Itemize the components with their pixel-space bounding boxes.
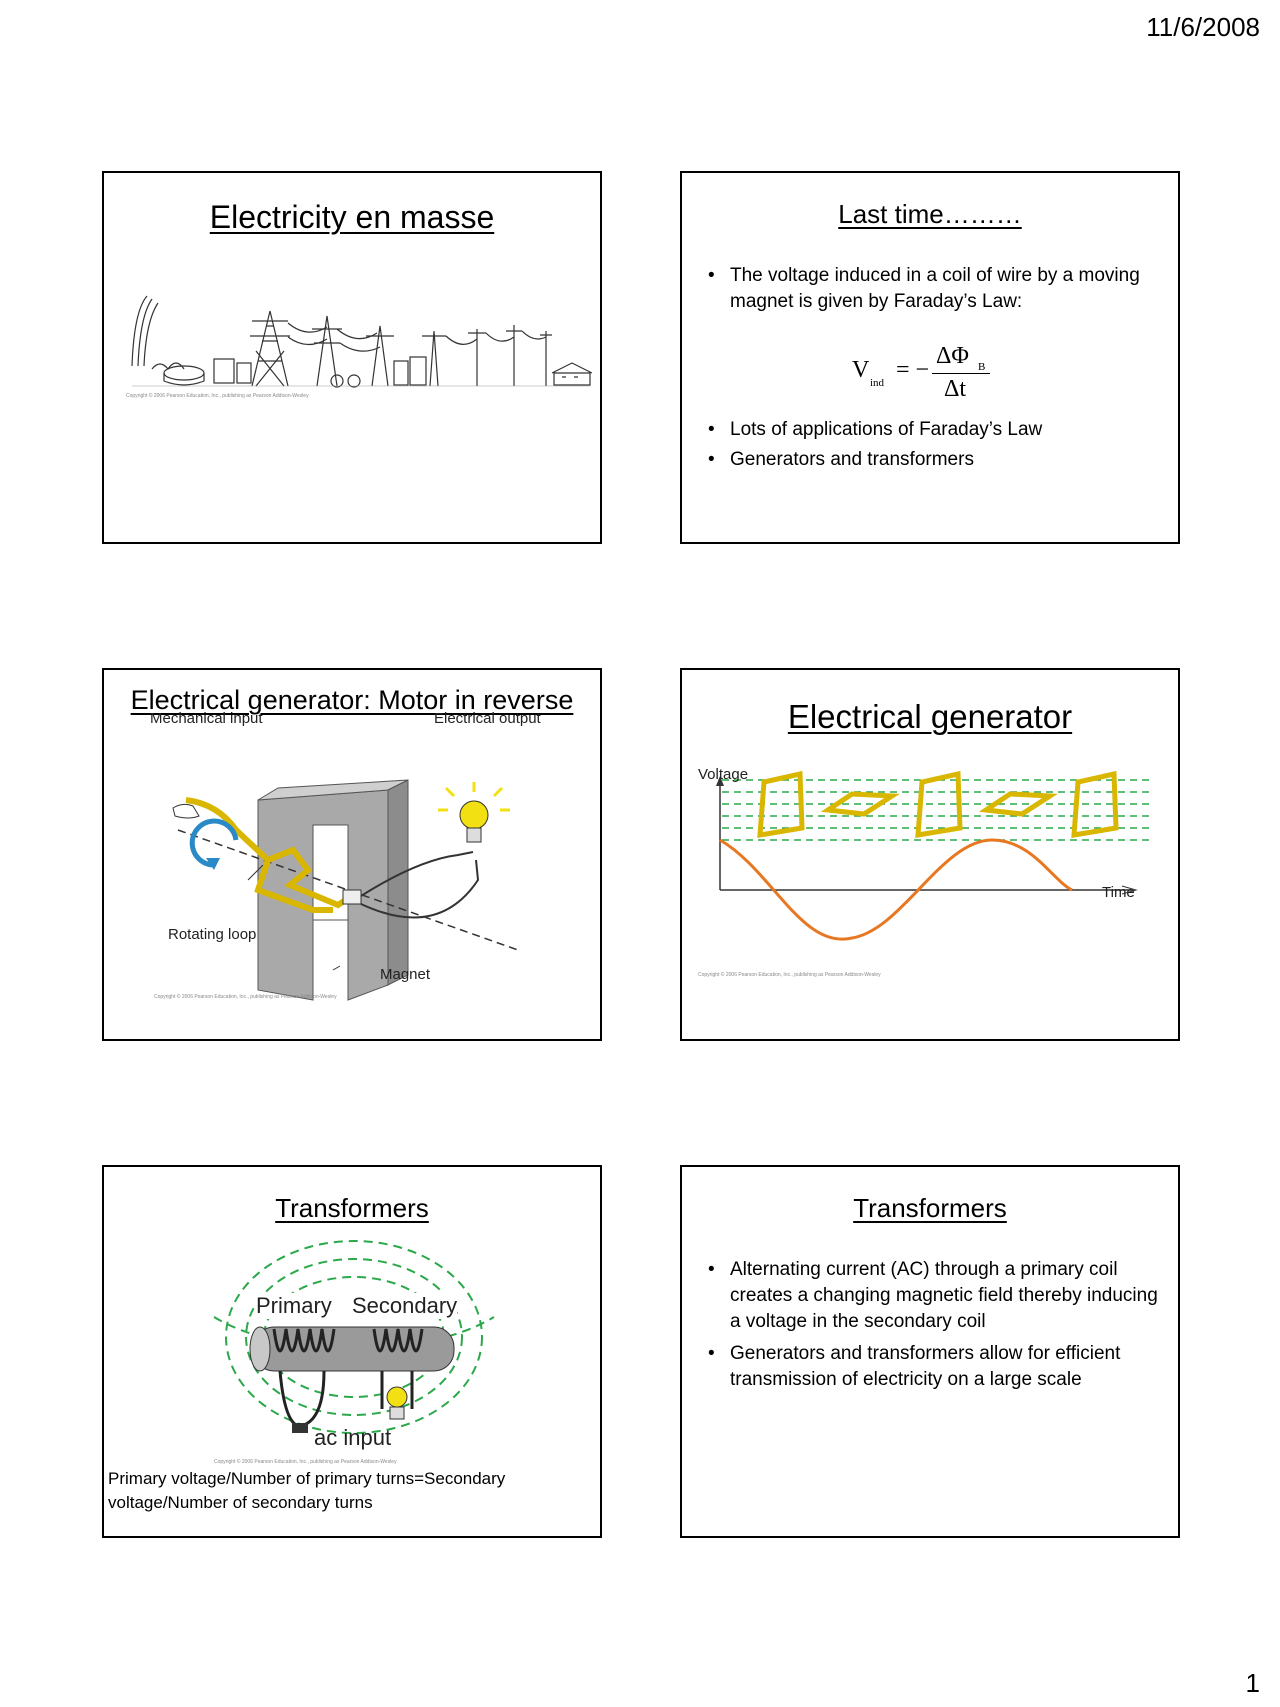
bullet-list xyxy=(708,1257,1162,1399)
formula-numerator-sub: B xyxy=(978,361,986,373)
fraction-bar xyxy=(932,373,990,374)
axis-label-voltage: Voltage xyxy=(698,766,749,783)
page-number: 1 xyxy=(1245,1668,1260,1698)
bullet-list xyxy=(708,417,1162,479)
slide-generator-motor-reverse xyxy=(102,668,602,1041)
label-electrical-output: Electrical output xyxy=(434,710,541,727)
transformer-equation-caption: Primary voltage/Number of primary turns=Secondary voltage/Number of secondary turns xyxy=(108,1469,506,1512)
slide-electrical-generator xyxy=(680,668,1180,1041)
label-ac-input: ac input xyxy=(314,1425,392,1450)
power-grid-illustration xyxy=(122,291,592,401)
slide-title: Transformers xyxy=(275,1193,429,1223)
faradays-law-formula xyxy=(852,343,1012,403)
label-rotating-loop: Rotating loop xyxy=(168,926,257,943)
slide-transformers-text xyxy=(680,1165,1180,1538)
generator-diagram xyxy=(118,770,588,1010)
label-secondary: Secondary xyxy=(352,1293,458,1318)
bullet-item: • Generators and transformers xyxy=(708,447,1162,473)
bullet-item: • Generators and transformers allow for efficient transmission of electricity on a large scale xyxy=(708,1341,1162,1393)
formula-lhs: V xyxy=(852,357,870,383)
page-date: 11/6/2008 xyxy=(1146,12,1260,42)
copyright-note: Copyright © 2006 Pearson Education, Inc., publishing as Pearson Addison-Wesley xyxy=(154,994,337,1000)
copyright-note: Copyright © 2006 Pearson Education, Inc., publishing as Pearson Addison-Wesley xyxy=(126,393,309,399)
slide-last-time xyxy=(680,171,1180,544)
bullet-item: • Lots of applications of Faraday’s Law xyxy=(708,417,1162,443)
voltage-time-graph xyxy=(692,770,1172,990)
transformer-diagram xyxy=(204,1237,504,1457)
bullet-list xyxy=(708,263,1162,321)
slide-transformers-diagram xyxy=(102,1165,602,1538)
label-primary: Primary xyxy=(256,1293,332,1318)
formula-equals: = − xyxy=(896,357,930,383)
slide-title: Transformers xyxy=(853,1193,1007,1223)
slide-electricity-en-masse xyxy=(102,171,602,544)
label-magnet: Magnet xyxy=(380,966,431,983)
slide-title: Electrical generator xyxy=(787,698,1073,735)
slide-title: Electricity en masse xyxy=(209,199,495,235)
slide-title: Electrical generator: Motor in reverse xyxy=(130,685,574,715)
label-mechanical-input: Mechanical input xyxy=(150,710,263,727)
formula-lhs-sub: ind xyxy=(870,377,885,389)
bullet-item: • Alternating current (AC) through a primary coil creates a changing magnetic field thereby inducing a voltage in the secondary coil xyxy=(708,1257,1162,1335)
copyright-note: Copyright © 2006 Pearson Education, Inc., publishing as Pearson Addison-Wesley xyxy=(214,1459,397,1465)
formula-denominator: Δt xyxy=(944,376,967,402)
bullet-item: • The voltage induced in a coil of wire by a moving magnet is given by Faraday’s Law: xyxy=(708,263,1162,315)
formula-numerator: ΔΦ xyxy=(936,343,969,369)
slide-title: Last time……… xyxy=(838,199,1022,229)
copyright-note: Copyright © 2006 Pearson Education, Inc., publishing as Pearson Addison-Wesley xyxy=(698,972,881,978)
axis-label-time: Time xyxy=(1102,884,1135,901)
